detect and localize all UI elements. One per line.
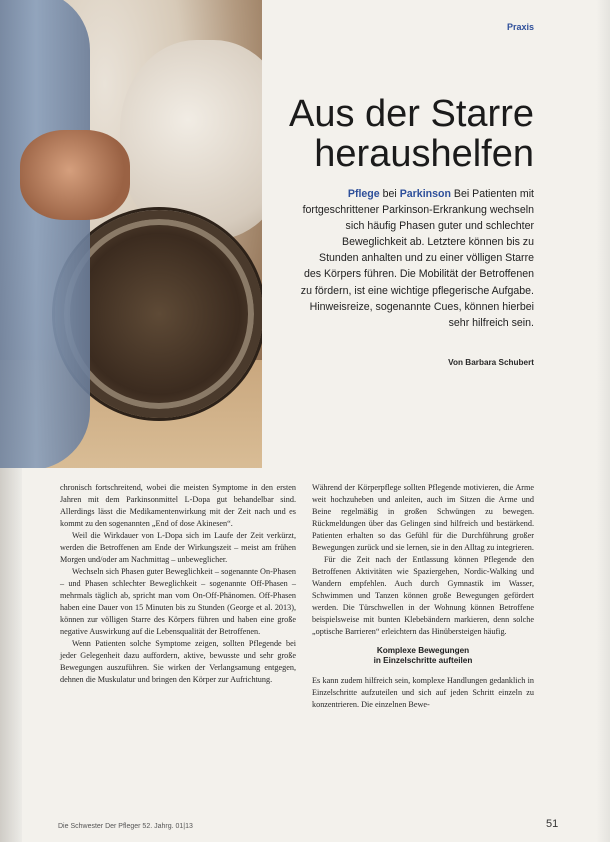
paragraph: Weil die Wirkdauer von L-Dopa sich im Laufe der Zeit verkürzt, werden die Betroffenen am Ende der Wirkungszeit – meist am frühen Morgen und/oder am Nachmittag – unbeweglicher. <box>60 530 296 564</box>
paragraph: Für die Zeit nach der Entlassung können Pflegende den Betroffenen Aktivitäten wie Spaziergehen, Nordic-Walking und Wandern empfehlen. Auch durch Gymnastik im Wasser, Schwimmen und Tanzen können große Bewegungen gefördert werden. Die Türschwellen in der Wohnung können Betroffene beispielsweise mit bunten Klebebändern markieren, denn solche „optische Barrieren“ erleichtern das Hinübersteigen häufig. <box>312 554 534 636</box>
article-photo <box>0 0 262 468</box>
photo-arm <box>0 0 90 468</box>
page-number: 51 <box>546 818 559 830</box>
article-lead <box>300 186 534 331</box>
subheading-line-2: in Einzelschritte aufteilen <box>373 656 473 666</box>
lead-text: Bei Patienten mit fortgeschrittener Parkinson-Erkrankung wechseln sich häufig Phasen guter und schlechter Beweglichkeit ab. Letztere können bis zu Stunden anhalten und zu einer völligen Starre des Körpers führen. Die Mobilität der Betroffenen zu fördern, ist eine wichtige pflegerische Aufgabe. Hinweisreize, sogenannte Cues, können hierbei sehr hilfreich sein. <box>300 188 534 329</box>
photo-hand <box>20 130 130 220</box>
paragraph: Wechseln sich Phasen guter Beweglichkeit – sogenannte On-Phasen – und Phasen schlechter Beweglichkeit – sogenannte Off-Phasen – mehrmals täglich ab, spricht man vom On-Off-Phänomen. Off-Phasen haben eine Dauer von 15 Minuten bis zu Stunden (George et al. 2013), können zur völligen Starre des Körpers führen und haben eine große negative Auswirkung auf die Lebensqualität der Betroffenen. <box>60 566 296 636</box>
title-line-1: Aus der Starre <box>289 93 534 135</box>
photo-clothing <box>120 40 262 240</box>
subheading-line-1: Komplexe Bewegungen <box>376 645 470 655</box>
paragraph: Wenn Patienten solche Symptome zeigen, sollten Pflegende bei jeder Gelegenheit dazu auffordern, aktive, bewusste und sehr große Bewegungen auszuführen. Sie wirken der Verlangsamung entgegen, dehnen die Muskulatur und bringen den Körper zur Aufrichtung. <box>60 638 296 684</box>
lead-keyword-pflege: Pflege <box>347 188 380 200</box>
paragraph: Es kann zudem hilfreich sein, komplexe Handlungen gedanklich in Einzelschritte aufzuteilen und sich auf jeden Schritt einzeln zu konzentrieren. Die einzelnen Bewe- <box>312 675 534 709</box>
lead-keyword-parkinson: Parkinson <box>399 188 451 200</box>
article-title <box>289 94 534 175</box>
subheading <box>312 646 534 667</box>
paragraph: chronisch fortschreitend, wobei die meisten Symptome in den ersten Jahren mit dem Parkinsonmittel L-Dopa gut behandelbar sind. Allerdings lässt die Medikamentenwirkung mit der Zeit nach und es kommt zu den sogenannten „End of dose Akinesen“. <box>60 483 296 528</box>
author-byline: Von Barbara Schubert <box>448 358 534 367</box>
journal-footer: Die Schwester Der Pfleger 52. Jahrg. 01|13 <box>58 823 193 830</box>
lead-connector: bei <box>382 188 397 200</box>
body-column-right <box>312 482 534 711</box>
paragraph: Während der Körperpflege sollten Pflegende motivieren, die Arme weit hochzuheben und anleiten, auch im Sitzen die Arme und Beine regelmäßig in großen Schwüngen zu bewegen. Rückmeldungen über das Gelingen sind hilfreich und bestärkend. Patienten erhalten so das Gefühl für die Durchführung großer Bewegungen zurück und sie lernen, sie in den Alltag zu integrieren. <box>312 483 534 552</box>
title-line-2: heraushelfen <box>314 133 534 176</box>
section-label: Praxis <box>506 22 534 32</box>
page-edge-shadow <box>596 0 610 842</box>
body-column-left <box>60 482 296 685</box>
